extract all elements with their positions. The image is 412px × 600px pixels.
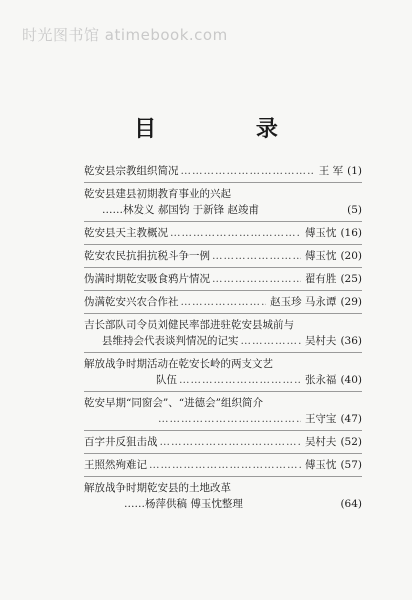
entry-title-cont: 县维持会代表谈判情况的记实 bbox=[102, 335, 239, 347]
entry-page: (5) bbox=[347, 204, 362, 216]
entry-author: 傅玉忱 bbox=[304, 459, 337, 471]
entry-title: 王照然殉难记 bbox=[84, 459, 147, 471]
leader-dots bbox=[170, 225, 301, 241]
entry-page: (16) bbox=[340, 227, 362, 239]
toc-entry[interactable] bbox=[84, 183, 362, 222]
entry-page: (25) bbox=[340, 273, 362, 285]
toc-entry[interactable] bbox=[84, 392, 362, 431]
leader-dots bbox=[212, 248, 301, 264]
entry-title: 乾安早期“同窗会”、“进德会”组织简介 bbox=[84, 397, 263, 409]
entry-page: (29) bbox=[340, 296, 362, 308]
watermark-text: 时光图书馆 atimebook.com bbox=[22, 26, 228, 44]
entry-title: 伪满时期乾安吸食鸦片情况 bbox=[84, 273, 210, 285]
leader-dots bbox=[149, 457, 301, 473]
entry-author: 傅玉忱 bbox=[304, 250, 337, 262]
entry-author: 翟有胜 bbox=[304, 273, 337, 285]
leader-dots bbox=[158, 411, 301, 427]
entry-title: 伪满乾安兴农合作社 bbox=[84, 296, 179, 308]
page-title: 目 录 bbox=[134, 116, 324, 142]
toc-entry[interactable] bbox=[84, 291, 362, 314]
entry-author: 吴村夫 bbox=[304, 335, 337, 347]
entry-page: (52) bbox=[340, 436, 362, 448]
entry-author: 赵玉珍 马永谭 bbox=[270, 296, 337, 308]
toc-entry[interactable] bbox=[84, 431, 362, 454]
toc-entry[interactable] bbox=[84, 245, 362, 268]
entry-title: 吉长部队司令员刘健民率部进驻乾安县城前与 bbox=[84, 319, 294, 331]
entry-author: 吴村夫 bbox=[304, 436, 337, 448]
entry-title: 乾安县宗教组织简况 bbox=[84, 165, 179, 177]
entry-author: 王守宝 bbox=[304, 413, 337, 425]
entry-title: 乾安农民抗捐抗税斗争一例 bbox=[84, 250, 210, 262]
leader-dots bbox=[179, 372, 301, 388]
entry-title: 百字井反狙击战 bbox=[84, 436, 158, 448]
toc-entry[interactable] bbox=[84, 314, 362, 353]
toc-entry[interactable] bbox=[84, 353, 362, 392]
leader-dots bbox=[241, 333, 301, 349]
entry-title: 解放战争时期活动在乾安长岭的两支文艺 bbox=[84, 358, 273, 370]
entry-page: (1) bbox=[347, 165, 362, 177]
entry-title: 乾安县天主教概况 bbox=[84, 227, 168, 239]
entry-authors: ……杨萍供稿 傅玉忱整理 bbox=[124, 498, 243, 510]
entry-author: 傅玉忱 bbox=[304, 227, 337, 239]
leader-dots bbox=[160, 434, 301, 450]
leader-dots bbox=[181, 163, 315, 179]
leader-dots bbox=[212, 271, 301, 287]
toc-entry[interactable] bbox=[84, 222, 362, 245]
entry-page: (36) bbox=[340, 335, 362, 347]
entry-authors: ……林发义 郝国钧 于新锋 赵竣甫 bbox=[102, 204, 260, 216]
entry-author: 张永福 bbox=[304, 374, 337, 386]
entry-title-cont: 队伍 bbox=[156, 374, 177, 386]
toc-entry[interactable] bbox=[84, 268, 362, 291]
toc-entry[interactable] bbox=[84, 160, 362, 183]
entry-page: (20) bbox=[340, 250, 362, 262]
entry-title: 乾安县建县初期教育事业的兴起 bbox=[84, 188, 231, 200]
table-of-contents bbox=[84, 160, 362, 515]
entry-author: 王 军 bbox=[318, 165, 344, 177]
entry-page: (64) bbox=[340, 498, 362, 510]
entry-page: (40) bbox=[340, 374, 362, 386]
toc-entry[interactable] bbox=[84, 454, 362, 477]
entry-page: (57) bbox=[340, 459, 362, 471]
leader-dots bbox=[181, 294, 267, 310]
entry-page: (47) bbox=[340, 413, 362, 425]
toc-entry[interactable] bbox=[84, 477, 362, 515]
entry-title: 解放战争时期乾安县的土地改革 bbox=[84, 482, 231, 494]
